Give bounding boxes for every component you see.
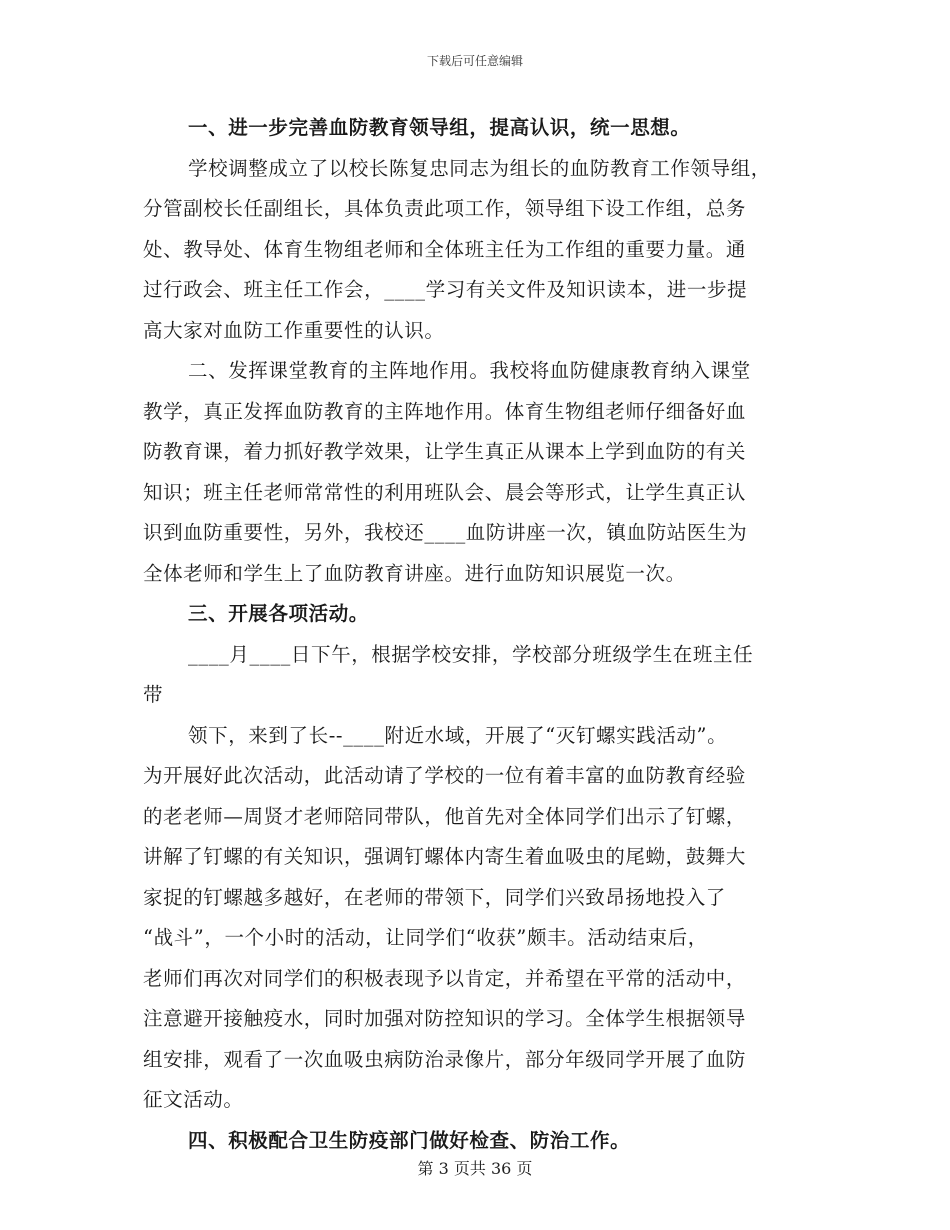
paragraph-line: ____月____日下午，根据学校安排，学校部分班级学生在班主任	[188, 642, 754, 666]
section-heading: 三、开展各项活动。	[188, 602, 369, 625]
paragraph-line: 为开展好此次活动，此活动请了学校的一位有着丰富的血防教育经验	[143, 764, 747, 787]
paragraph-line: 防教育课，着力抓好教学效果，让学生真正从课本上学到血防的有关	[143, 440, 747, 463]
paragraph-line: 的老老师—周贤才老师陪同带队，他首先对全体同学们出示了钉螺，	[143, 804, 747, 828]
paragraph-line: 组安排，观看了一次血吸虫病防治录像片，部分年级同学开展了血防	[143, 1047, 747, 1071]
section-heading: 四、积极配合卫生防疫部门做好检查、防治工作。	[188, 1128, 631, 1152]
paragraph-line: 过行政会、班主任工作会，____学习有关文件及知识读本，进一步提	[143, 278, 748, 301]
paragraph-line: 老师们再次对同学们的积极表现予以肯定，并希望在平常的活动中，	[143, 966, 747, 990]
paragraph-line: 二、发挥课堂教育的主阵地作用。我校将血防健康教育纳入课堂	[188, 359, 751, 382]
paragraph-line: 全体老师和学生上了血防教育讲座。进行血防知识展览一次。	[143, 561, 686, 585]
paragraph-line: “战斗”，一个小时的活动，让同学们“收获”颇丰。活动结束后，	[143, 926, 708, 949]
paragraph-line: 分管副校长任副组长，具体负责此项工作，领导组下设工作组，总务	[143, 197, 747, 220]
paragraph-line: 家捉的钉螺越多越好，在老师的带领下，同学们兴致昂扬地投入了	[143, 885, 726, 909]
page-footer: 第 3 页共 36 页	[417, 1159, 533, 1178]
section-heading: 一、进一步完善血防教育领导组，提高认识，统一思想。	[188, 116, 691, 139]
paragraph-line: 领下，来到了长--____附近水域，开展了“灭钉螺实践活动”。	[188, 723, 728, 747]
paragraph-line: 征文活动。	[143, 1088, 244, 1111]
paragraph-line: 注意避开接触疫水，同时加强对防控知识的学习。全体学生根据领导	[143, 1007, 747, 1030]
paragraph-line: 高大家对血防工作重要性的认识。	[143, 318, 445, 342]
document-body	[143, 108, 808, 1161]
paragraph-line: 知识；班主任老师常常性的利用班队会、晨会等形式，让学生真正认	[143, 480, 747, 504]
paragraph-line: 教学，真正发挥血防教育的主阵地作用。体育生物组老师仔细备好血	[143, 399, 747, 423]
paragraph-line: 学校调整成立了以校长陈复忠同志为组长的血防教育工作领导组，	[188, 156, 771, 180]
paragraph-line: 带	[143, 683, 164, 706]
paragraph-line: 讲解了钉螺的有关知识，强调钉螺体内寄生着血吸虫的尾蚴，鼓舞大	[143, 845, 747, 868]
paragraph-line: 识到血防重要性，另外，我校还____血防讲座一次，镇血防站医生为	[143, 521, 748, 544]
paragraph-line: 处、教导处、体育生物组老师和全体班主任为工作组的重要力量。通	[143, 237, 747, 261]
page-header: 下载后可任意编辑	[426, 54, 523, 68]
